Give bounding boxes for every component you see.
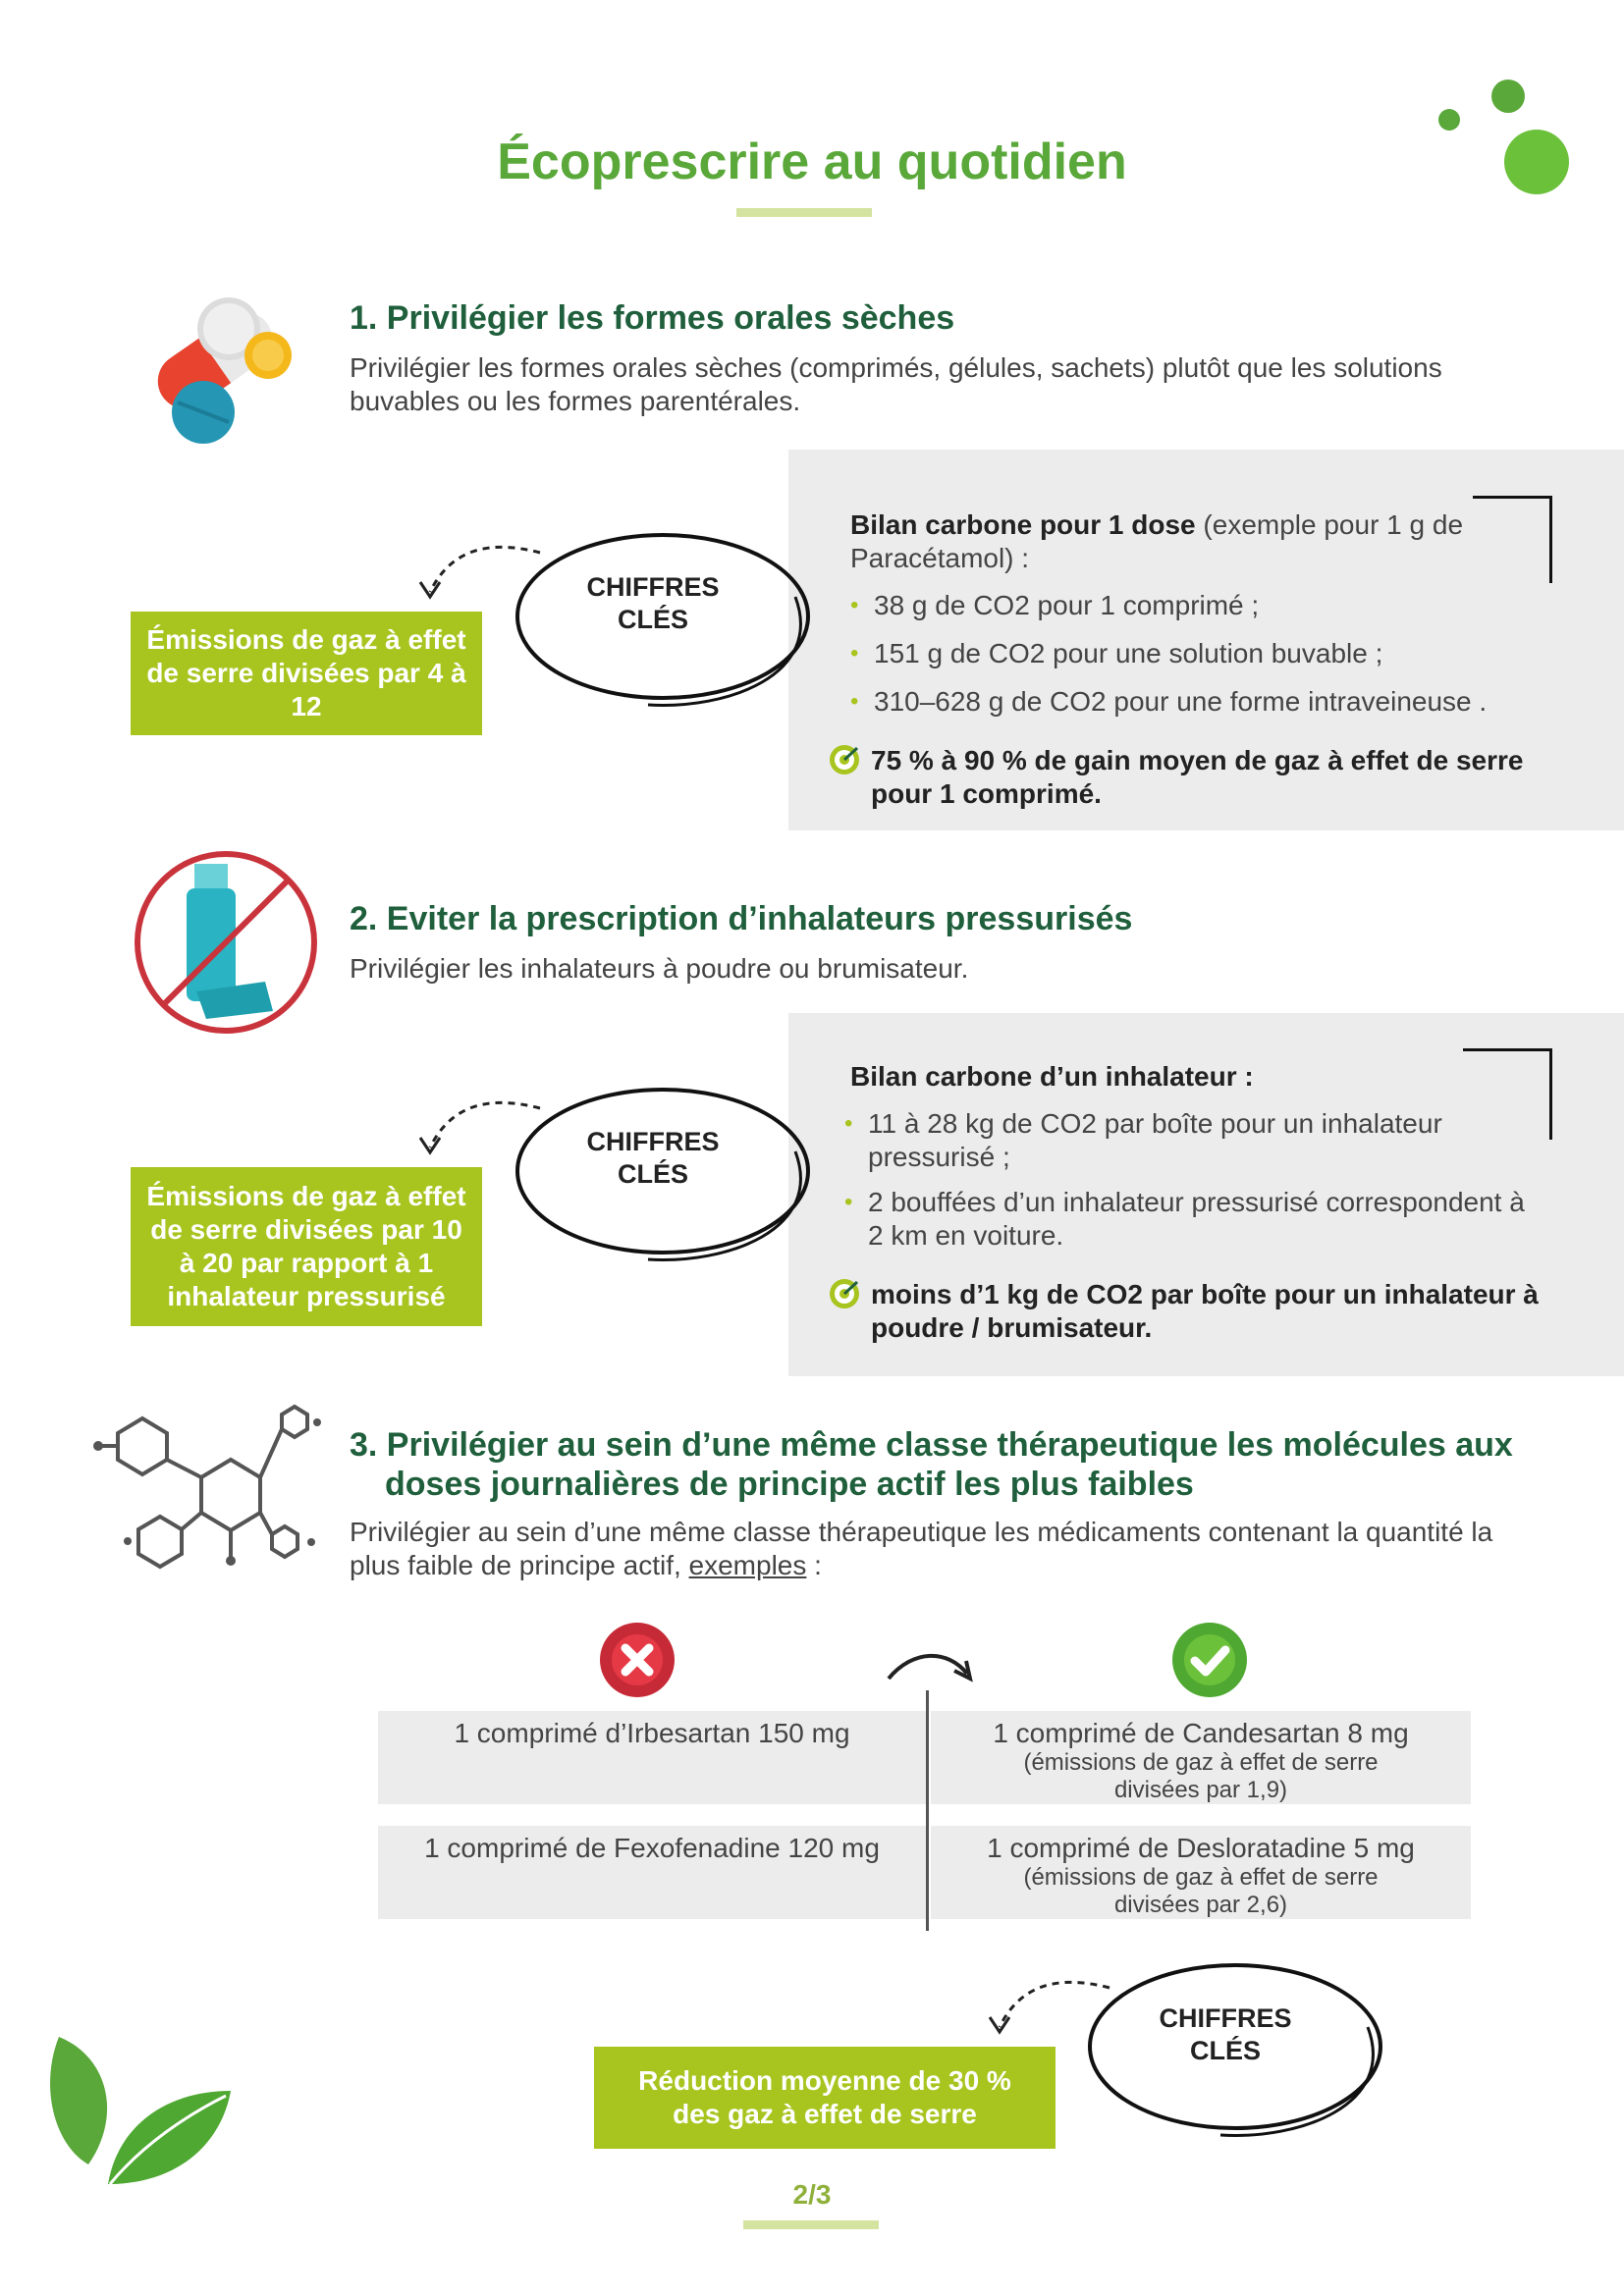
bubble-label-line1: CHIFFRES (586, 1127, 720, 1156)
list-item: • 38 g de CO2 pour 1 comprimé ; (848, 589, 1575, 622)
list-item: • 151 g de CO2 pour une solution buvable ; (848, 637, 1575, 670)
good-cell (931, 1718, 1471, 1804)
section1-gain: 75 % à 90 % de gain moyen de gaz à effet de serre pour 1 comprimé. (871, 745, 1524, 809)
section3-heading-line1: 3. Privilégier au sein d’une même classe thérapeutique les molécules aux (350, 1426, 1513, 1464)
right-arrow-icon (884, 1649, 982, 1698)
table-divider (926, 1690, 929, 1931)
good-cell (931, 1833, 1471, 1919)
good-cell-name: 1 comprimé de Desloratadine 5 mg (987, 1833, 1415, 1863)
check-icon (1171, 1622, 1248, 1698)
bubble-label-line1: CHIFFRES (586, 572, 720, 602)
section1-bilan (850, 508, 1538, 575)
good-cell-name: 1 comprimé de Candesartan 8 mg (993, 1718, 1409, 1748)
section3-green-box: Réduction moyenne de 30 % des gaz à effet de serre (594, 2047, 1056, 2149)
section2-text: Privilégier les inhalateurs à poudre ou brumisateur. (350, 953, 969, 984)
title-underline (736, 208, 872, 217)
target-icon (828, 1277, 861, 1310)
section2-green-box: Émissions de gaz à effet de serre divisées par 10 à 20 par rapport à 1 inhalateur pressurisé (131, 1167, 482, 1326)
chiffres-bubble-1-text (550, 571, 756, 636)
section1-heading: 1. Privilégier les formes orales sèches (350, 299, 955, 337)
section3-heading-line2: doses journalières de principe actif les plus faibles (385, 1466, 1194, 1503)
bubble-label-line2: CLÉS (617, 1159, 688, 1189)
page-number: 2/3 (792, 2179, 832, 2210)
good-cell-note: (émissions de gaz à effet de serre divisées par 1,9) (1023, 1749, 1379, 1803)
section3-text-before: Privilégier au sein d’une même classe thérapeutique les médicaments contenant la quantité la plus faible de principe actif, (350, 1517, 1493, 1580)
exemples-link[interactable]: exemples (688, 1550, 807, 1580)
bad-cell: 1 comprimé de Fexofenadine 120 mg (424, 1833, 880, 1863)
bad-cell: 1 comprimé d’Irbesartan 150 mg (454, 1718, 850, 1748)
section3-text (350, 1516, 1518, 1582)
list-item: • 2 bouffées d’un inhalateur pressurisé correspondent à 2 km en voiture. (842, 1186, 1530, 1253)
chiffres-bubble-2-text (550, 1126, 756, 1191)
section2-bilan-bold: Bilan carbone d’un inhalateur : (850, 1061, 1254, 1092)
section2-bilan (850, 1060, 1538, 1094)
page-number-underline (743, 2220, 879, 2229)
good-cell-note: (émissions de gaz à effet de serre divisées par 2,6) (1023, 1864, 1379, 1918)
section3-heading (350, 1425, 1513, 1504)
no-inhaler-icon (128, 844, 324, 1041)
page-title: Écoprescrire au quotidien (497, 133, 1127, 190)
molecule-icon (83, 1399, 339, 1575)
section1-green-box: Émissions de gaz à effet de serre divisées par 4 à 12 (131, 612, 482, 735)
section3-text-after: : (806, 1550, 822, 1580)
section1-bilan-bold: Bilan carbone pour 1 dose (850, 509, 1196, 540)
section2-heading: 2. Eviter la prescription d’inhalateurs pressurisés (350, 900, 1133, 937)
target-icon (828, 743, 861, 776)
bubble-label-line1: CHIFFRES (1159, 2003, 1292, 2033)
cross-icon (599, 1622, 676, 1698)
section1-list (848, 589, 1575, 733)
list-item: • 11 à 28 kg de CO2 par boîte pour un inhalateur pressurisé ; (842, 1107, 1530, 1174)
bubble-label-line2: CLÉS (1189, 2036, 1261, 2065)
leaf-icon (49, 2037, 236, 2194)
bubble-label-line2: CLÉS (617, 605, 688, 634)
section2-gain: moins d’1 kg de CO2 par boîte pour un inhalateur à poudre / brumisateur. (871, 1279, 1539, 1343)
section2-list (842, 1107, 1530, 1267)
pills-icon (123, 275, 299, 452)
chiffres-bubble-3-text (1122, 2002, 1328, 2067)
section1-text: Privilégier les formes orales sèches (comprimés, gélules, sachets) plutôt que les solutions buvables ou les formes parentérales. (350, 352, 1442, 416)
section1-bilan-rest: (exemple pour 1 g de Paracétamol) : (850, 509, 1464, 573)
list-item: • 310–628 g de CO2 pour une forme intraveineuse . (848, 685, 1575, 719)
